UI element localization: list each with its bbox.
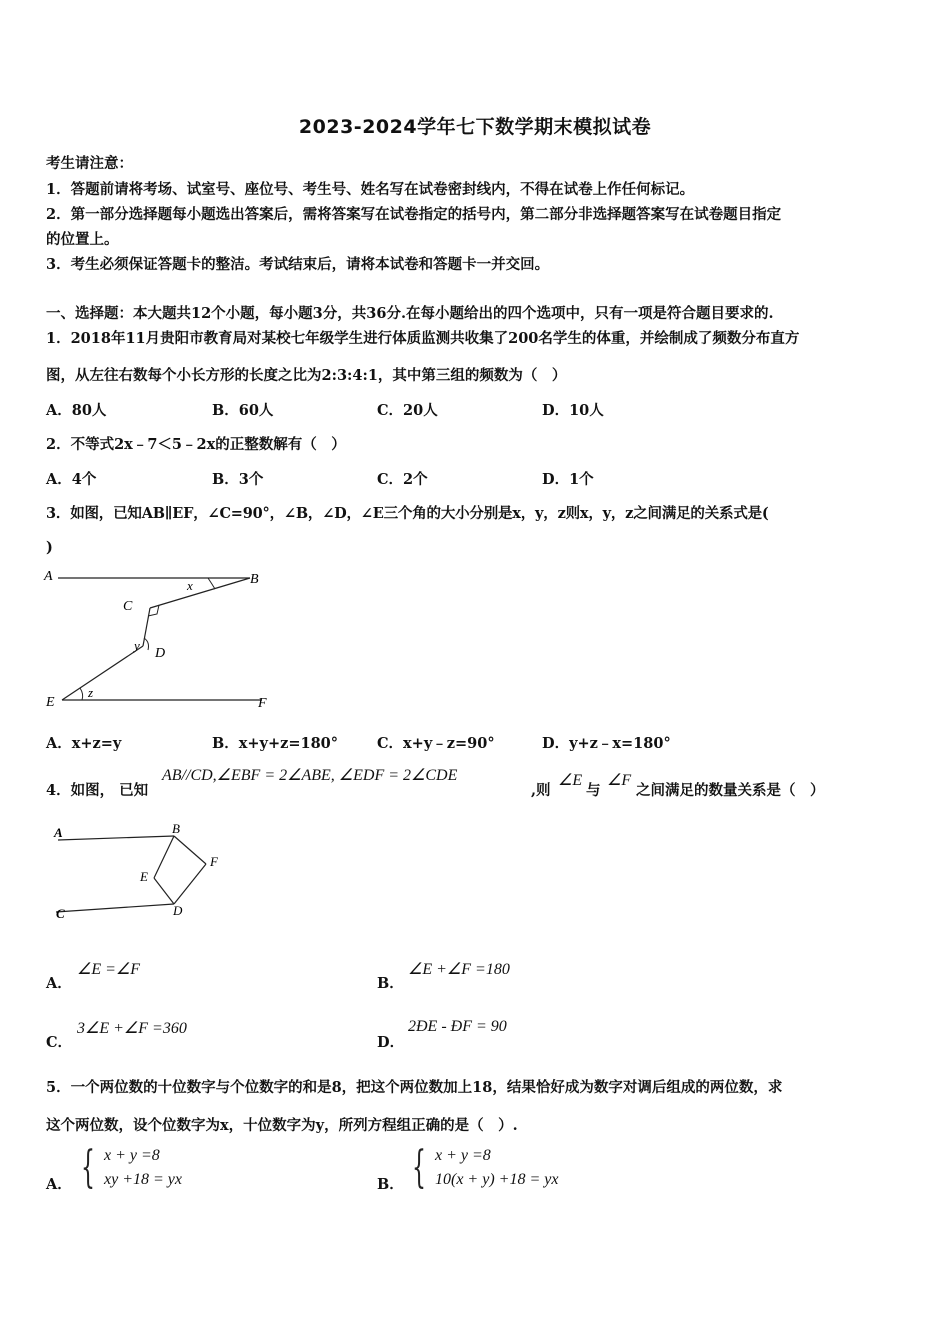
q4-option-b-expr: ∠E +∠F =180: [408, 961, 510, 978]
question-5-text: 5．一个两位数的十位数字与个位数字的和是8，把这个两位数加上18，结果恰好成为数字对调后组成的两位数，求: [46, 1079, 783, 1096]
section-heading: 一、选择题：本大题共12个小题，每小题3分，共36分.在每小题给出的四个选项中，只有一项是符合题目要求的.: [46, 305, 774, 322]
q1-option-a: A．80人: [46, 402, 107, 419]
figure-label: y: [134, 638, 140, 653]
q5-option-b-letter: B．: [377, 1176, 404, 1193]
q4-option-c-letter: C．: [46, 1034, 73, 1051]
question-5-text: 这个两位数，设个位数字为x，十位数字为y，所列方程组正确的是（ ）.: [46, 1117, 518, 1134]
q5-option-a-system: [80, 1142, 182, 1193]
question-4-angle-f: ∠F: [607, 772, 632, 789]
notice-item: 的位置上。: [46, 231, 119, 248]
figure-label: B: [172, 821, 180, 836]
question-4-text: 与: [586, 782, 601, 799]
q4-option-a-letter: A．: [46, 975, 72, 992]
equation: x + y =8: [435, 1147, 491, 1164]
brace-icon: {: [412, 1142, 426, 1193]
q4-option-a-expr: ∠E =∠F: [77, 961, 141, 978]
question-4-prefix: 4．如图， 已知: [46, 782, 149, 799]
question-4-angle-e: ∠E: [558, 772, 583, 789]
figure-label: C: [123, 599, 133, 614]
question-1-text: 图，从左往右数每个小长方形的长度之比为2:3:4:1，其中第三组的频数为（ ）: [46, 367, 567, 384]
figure-label: E: [140, 869, 148, 884]
figure-label: F: [258, 696, 267, 711]
q5-option-b-system: [411, 1142, 559, 1193]
figure-label: C: [56, 906, 65, 921]
q1-option-c: C．20人: [377, 402, 438, 419]
q4-option-c-expr: 3∠E +∠F =360: [77, 1020, 187, 1037]
q4-option-b-letter: B．: [377, 975, 404, 992]
figure-label: B: [250, 572, 259, 587]
equation: xy +18 = yx: [104, 1171, 182, 1188]
q2-option-d: D．1个: [542, 471, 594, 488]
q3-option-a: A．x+z=y: [46, 735, 122, 752]
q3-option-b: B．x+y+z=180°: [212, 735, 339, 752]
question-3-text: ): [46, 539, 53, 556]
q1-option-d: D．10人: [542, 402, 604, 419]
q3-option-c: C．x+y﹣z=90°: [377, 735, 495, 752]
figure-label: E: [46, 695, 55, 710]
notice-heading: 考生请注意：: [46, 155, 133, 172]
question-4-text: ,则: [531, 782, 551, 799]
notice-item: 2．第一部分选择题每小题选出答案后，需将答案写在试卷指定的括号内，第二部分非选择题答案写在试卷题目指定: [46, 206, 782, 223]
figure-label: D: [155, 646, 166, 661]
question-4-condition: AB//CD,∠EBF = 2∠ABE, ∠EDF = 2∠CDE: [162, 767, 458, 784]
q4-figure: [48, 818, 238, 928]
figure-label: D: [173, 903, 183, 918]
q2-option-a: A．4个: [46, 471, 97, 488]
notice-item: 3．考生必须保证答题卡的整洁。考试结束后，请将本试卷和答题卡一并交回。: [46, 256, 550, 273]
equation: x + y =8: [104, 1147, 160, 1164]
q3-option-d: D．y+z﹣x=180°: [542, 735, 671, 752]
q4-option-d-expr: 2ÐE - ÐF = 90: [408, 1018, 507, 1035]
q1-option-b: B．60人: [212, 402, 274, 419]
question-2-text: 2．不等式2x﹣7＜5﹣2x的正整数解有（ ）: [46, 436, 346, 453]
q5-option-a-letter: A．: [46, 1176, 72, 1193]
figure-label: A: [54, 825, 63, 840]
question-1-text: 1．2018年11月贵阳市教育局对某校七年级学生进行体质监测共收集了200名学生的体重，并绘制成了频数分布直方: [46, 330, 800, 347]
notice-item: 1．答题前请将考场、试室号、座位号、考生号、姓名写在试卷密封线内，不得在试卷上作任何标记。: [46, 181, 695, 198]
page-title: 2023-2024学年七下数学期末模拟试卷: [298, 116, 652, 138]
question-3-text: 3．如图，已知AB∥EF，∠C=90°，∠B，∠D，∠E三个角的大小分别是x，y，z则x，y，z之间满足的关系式是(: [46, 505, 769, 522]
brace-icon: {: [81, 1142, 95, 1193]
q4-option-d-letter: D．: [377, 1034, 405, 1051]
q2-option-b: B．3个: [212, 471, 264, 488]
figure-label: F: [210, 854, 218, 869]
q3-figure: [40, 562, 280, 714]
q2-option-c: C．2个: [377, 471, 428, 488]
figure-label: x: [187, 578, 193, 593]
figure-label: A: [44, 569, 53, 584]
figure-label: z: [88, 685, 94, 700]
question-4-text: 之间满足的数量关系是（ ）: [636, 782, 825, 799]
equation: 10(x + y) +18 = yx: [435, 1171, 559, 1188]
